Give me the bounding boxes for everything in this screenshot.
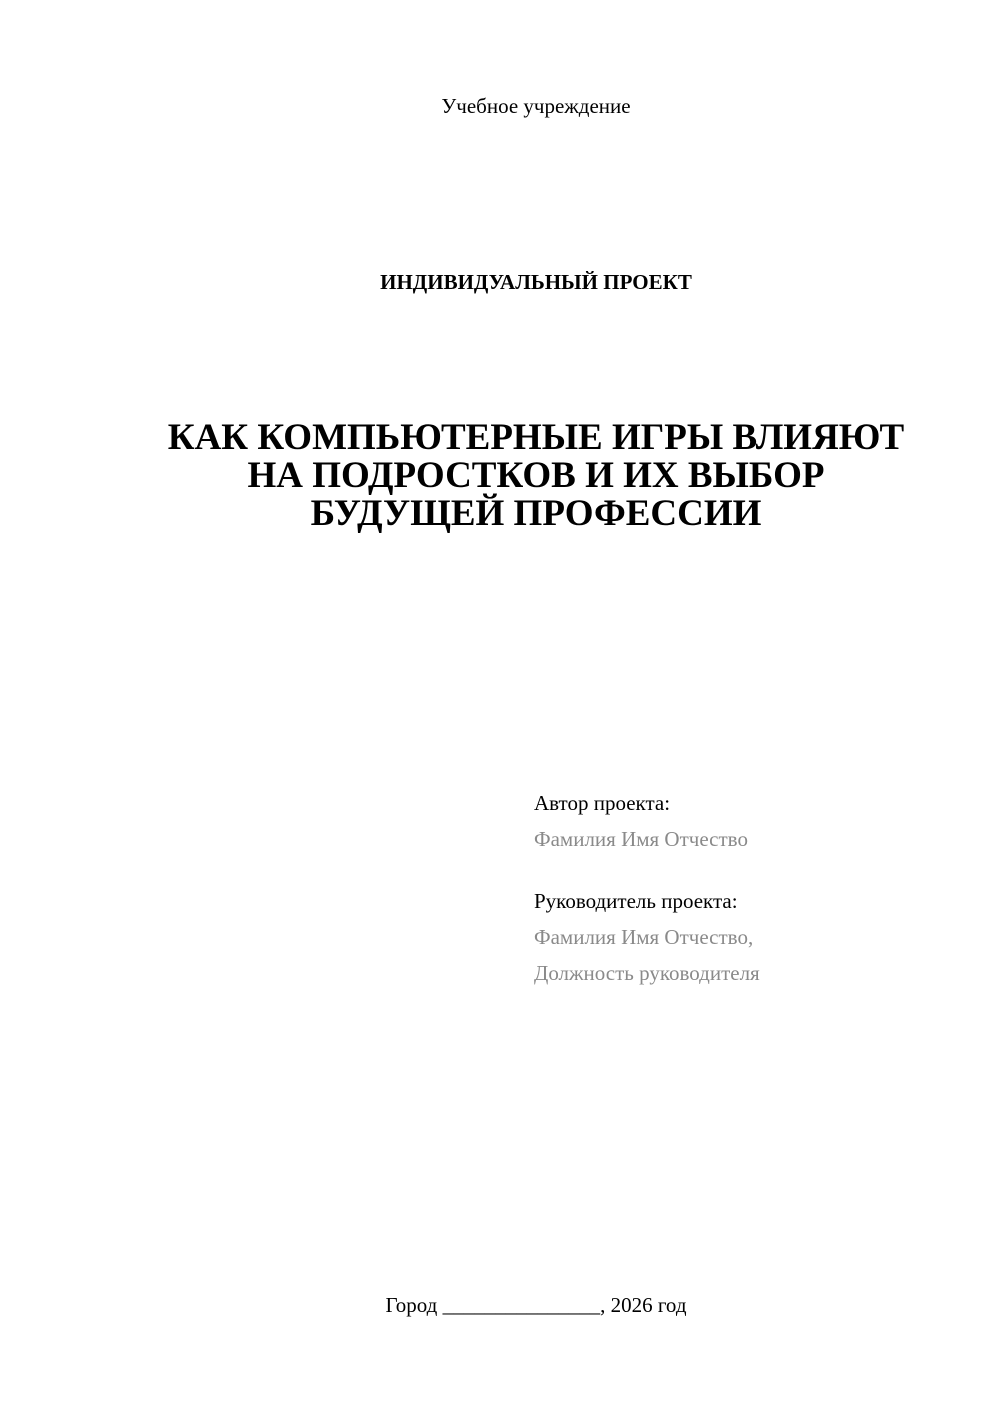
project-title bbox=[100, 419, 972, 533]
supervisor-label: Руководитель проекта: bbox=[534, 889, 738, 913]
author-name: Фамилия Имя Отчество bbox=[534, 827, 748, 851]
credits-spacer bbox=[534, 853, 974, 887]
city-year: Город _______________, 2026 год bbox=[385, 1293, 687, 1317]
project-title-line-3: БУДУЩЕЙ ПРОФЕССИИ bbox=[310, 493, 762, 534]
document-type: ИНДИВИДУАЛЬНЫЙ ПРОЕКТ bbox=[380, 270, 692, 294]
project-credits bbox=[534, 789, 974, 987]
supervisor-name: Фамилия Имя Отчество, bbox=[534, 925, 754, 949]
supervisor-position: Должность руководителя bbox=[534, 961, 760, 985]
institution-name: Учебное учреждение bbox=[441, 94, 631, 118]
project-title-line-1: КАК КОМПЬЮТЕРНЫЕ ИГРЫ ВЛИЯЮТ bbox=[167, 417, 905, 458]
author-label: Автор проекта: bbox=[534, 791, 671, 815]
project-title-line-2: НА ПОДРОСТКОВ И ИХ ВЫБОР bbox=[247, 455, 825, 496]
